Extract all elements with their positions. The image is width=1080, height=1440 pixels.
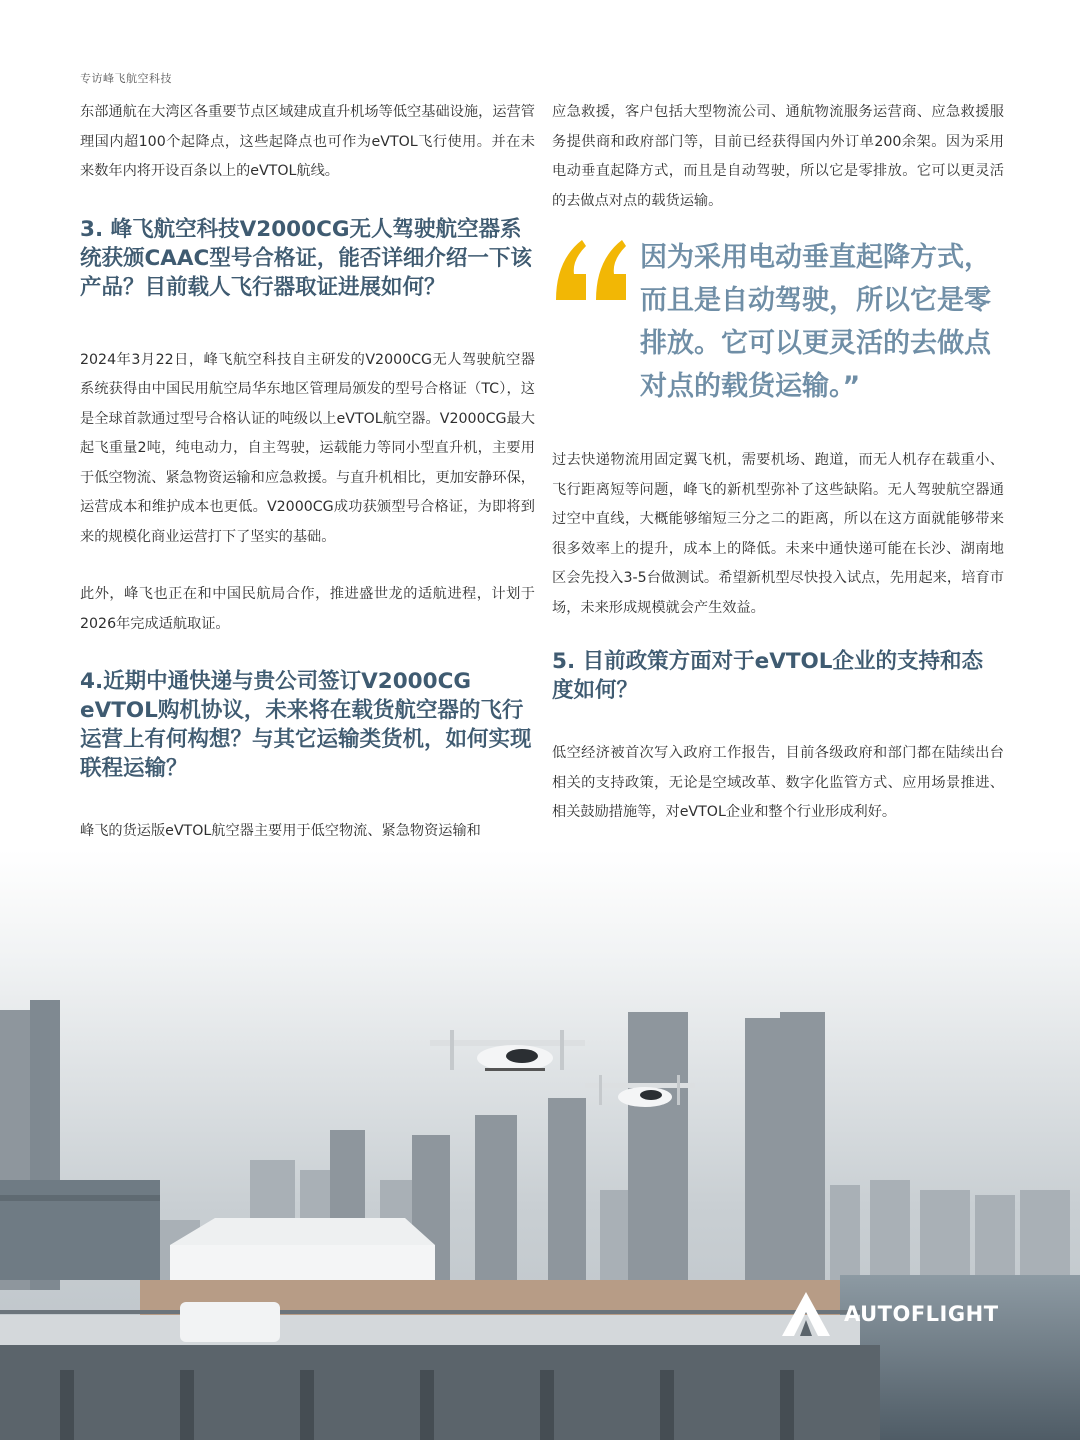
- question-4-heading: 4.近期中通快递与贵公司签订V2000CG eVTOL购机协议，未来将在载货航空器的飞行运营上有何构想？与其它运输类货机，如何实现联程运输？: [80, 669, 532, 781]
- autoflight-logo-text: AUTOFLIGHT: [844, 1302, 999, 1326]
- autoflight-logo: [780, 1290, 999, 1338]
- right-column: [552, 98, 1004, 856]
- paragraph-answer-3a: 2024年3月22日，峰飞航空科技自主研发的V2000CG无人驾驶航空器系统获得由中国民用航空局华东地区管理局颁发的型号合格证（TC），这是全球首款通过型号合格认证的吨级以上eVTOL航空器。V2000CG最大起飞重量2吨，纯电动力，自主驾驶，运载能力等同小型直升机，主要用于低空物流、紧急物资运输和应急救援。与直升机相比，更加安静环保，运营成本和维护成本也更低。V2000CG成功获颁型号合格证，为即将到来的规模化商业运营打下了坚实的基础。: [80, 351, 535, 545]
- pull-quote-text: 因为采用电动垂直起降方式，而且是自动驾驶，所以它是零排放。它可以更灵活的去做点对点的载货运输。”: [640, 242, 991, 402]
- paragraph-answer-4a: 峰飞的货运版eVTOL航空器主要用于低空物流、紧急物资运输和: [80, 823, 481, 839]
- paragraph-intro: 东部通航在大湾区各重要节点区域建成直升机场等低空基础设施，运营管理国内超100个起降点，这些起降点也可作为eVTOL飞行使用。并在未来数年内将开设百条以上的eVTOL航线。: [80, 104, 535, 179]
- pull-quote: [552, 236, 1004, 406]
- city-evtol-photo: [0, 850, 1080, 1440]
- autoflight-logo-icon: [780, 1290, 832, 1338]
- paragraph-answer-4c: 过去快递物流用固定翼飞机，需要机场、跑道，而无人机存在载重小、飞行距离短等问题，峰飞的新机型弥补了这些缺陷。无人驾驶航空器通过空中直线，大概能够缩短三分之二的距离，所以在这方面就能够带来很多效率上的提升，成本上的降低。未来中通快递可能在长沙、湖南地区会先投入3-5台做测试。希望新机型尽快投入试点，先用起来，培育市场，未来形成规模就会产生效益。: [552, 452, 1004, 616]
- paragraph-answer-5: 低空经济被首次写入政府工作报告，目前各级政府和部门都在陆续出台相关的支持政策，无论是空域改革、数字化监管方式、应用场景推进、相关鼓励措施等，对eVTOL企业和整个行业形成利好。: [552, 745, 1004, 820]
- question-3-heading: 3. 峰飞航空科技V2000CG无人驾驶航空器系统获颁CAAC型号合格证，能否详细介绍一下该产品？目前载人飞行器取证进展如何？: [80, 216, 532, 300]
- section-header: 专访峰飞航空科技: [80, 72, 172, 85]
- question-5-heading: 5. 目前政策方面对于eVTOL企业的支持和态度如何？: [552, 649, 983, 703]
- paragraph-answer-4b: 应急救援，客户包括大型物流公司、通航物流服务运营商、应急救援服务提供商和政府部门等，目前已经获得国内外订单200余架。因为采用电动垂直起降方式，而且是自动驾驶，所以它是零排放。它可以更灵活的去做点对点的载货运输。: [552, 104, 1004, 209]
- left-column: [80, 98, 535, 875]
- quotation-mark-icon: [552, 230, 630, 320]
- paragraph-answer-3b: 此外，峰飞也正在和中国民航局合作，推进盛世龙的适航进程，计划于2026年完成适航取证。: [80, 586, 535, 632]
